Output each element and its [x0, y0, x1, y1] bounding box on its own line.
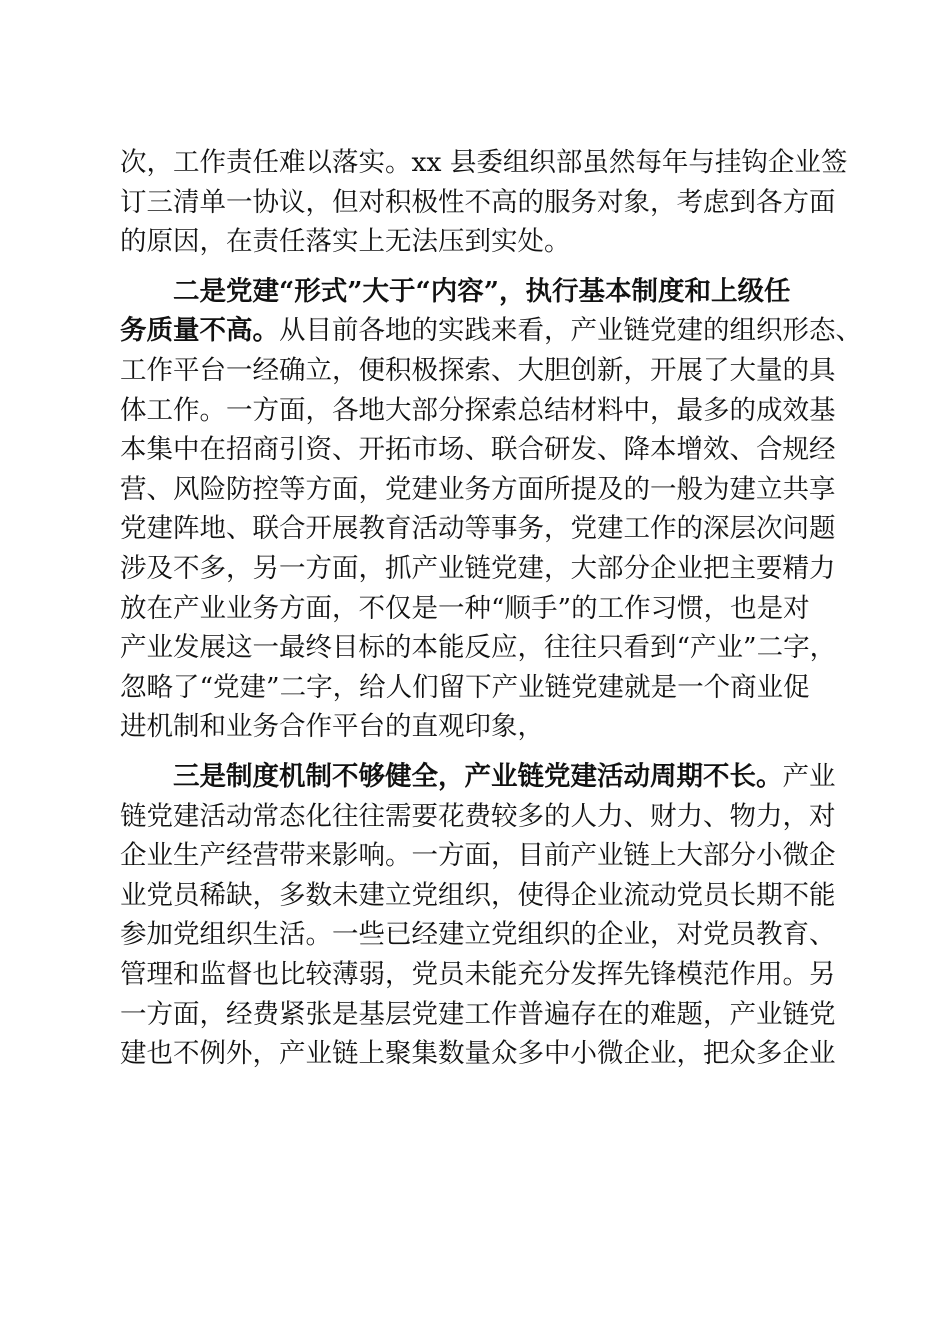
text-segment: 产业 — [782, 761, 836, 792]
text-line — [120, 354, 840, 388]
text-line — [120, 918, 840, 952]
text-line — [120, 186, 840, 220]
bold-text-segment: 三是制度机制不够健全，产业链党建活动周期不长。 — [173, 761, 783, 792]
text-line — [120, 1037, 840, 1071]
text-segment: 链党建活动常态化往往需要花费较多的人力、财力、物力，对 — [120, 800, 836, 832]
text-segment: 体工作。一方面，各地大部分探索总结材料中，最多的成效基 — [120, 394, 836, 426]
text-line — [120, 225, 840, 259]
text-segment: 的原因，在责任落实上无法压到实处。 — [120, 226, 571, 258]
text-segment: 忽略了“党建”二字，给人们留下产业链党建就是一个商业促 — [120, 671, 810, 703]
text-segment: 企业生产经营带来影响。一方面，目前产业链上大部分小微企 — [120, 840, 836, 872]
text-line — [120, 879, 840, 913]
text-segment: 从目前各地的实践来看，产业链党建的组织形态、 — [279, 315, 862, 347]
text-line — [120, 710, 840, 744]
text-line — [120, 146, 848, 180]
text-segment: 进机制和业务合作平台的直观印象， — [120, 711, 544, 743]
text-segment: 次，工作责任难以落实。xx 县委组织部虽然每年与挂钩企业签 — [120, 147, 848, 178]
text-segment: 参加党组织生活。一些已经建立党组织的企业，对党员教育、 — [120, 919, 836, 951]
text-line — [120, 631, 840, 665]
text-line — [120, 552, 840, 586]
text-segment: 党建阵地、联合开展教育活动等事务，党建工作的深层次问题 — [120, 513, 836, 545]
bold-text-segment: 务质量不高。 — [120, 315, 279, 347]
text-segment: 业党员稀缺，多数未建立党组织，使得企业流动党员长期不能 — [120, 879, 836, 911]
text-line — [120, 998, 840, 1032]
text-line — [120, 394, 840, 428]
text-segment: 营、风险防控等方面，党建业务方面所提及的一般为建立共享 — [120, 473, 836, 505]
text-segment: 工作平台一经确立，便积极探索、大胆创新，开展了大量的具 — [120, 355, 836, 386]
text-line — [120, 592, 840, 626]
text-line — [173, 275, 840, 309]
text-segment: 本集中在招商引资、开拓市场、联合研发、降本增效、合规经 — [120, 434, 836, 466]
text-line — [120, 314, 862, 348]
text-segment: 放在产业业务方面，不仅是一种“顺手”的工作习惯，也是对 — [120, 592, 810, 624]
text-segment: 建也不例外，产业链上聚集数量众多中小微企业，把众多企业 — [120, 1038, 836, 1070]
text-line — [120, 958, 840, 992]
text-line — [120, 512, 840, 546]
text-segment: 产业发展这一最终目标的本能反应，往往只看到“产业”二字， — [120, 632, 837, 664]
text-segment: 涉及不多，另一方面，抓产业链党建，大部分企业把主要精力 — [120, 553, 836, 584]
text-line — [120, 671, 840, 705]
bold-text-segment: 二是党建“形式”大于“内容”，执行基本制度和上级任 — [173, 275, 791, 307]
text-line — [120, 839, 840, 873]
text-line — [120, 473, 840, 507]
text-segment: 管理和监督也比较薄弱，党员未能充分发挥先锋模范作用。另 — [120, 959, 836, 990]
text-segment: 一方面，经费紧张是基层党建工作普遍存在的难题，产业链党 — [120, 998, 836, 1030]
text-segment: 订三清单一协议，但对积极性不高的服务对象，考虑到各方面 — [120, 186, 836, 218]
text-line — [120, 433, 840, 467]
text-line — [120, 800, 840, 834]
text-line — [173, 760, 840, 794]
